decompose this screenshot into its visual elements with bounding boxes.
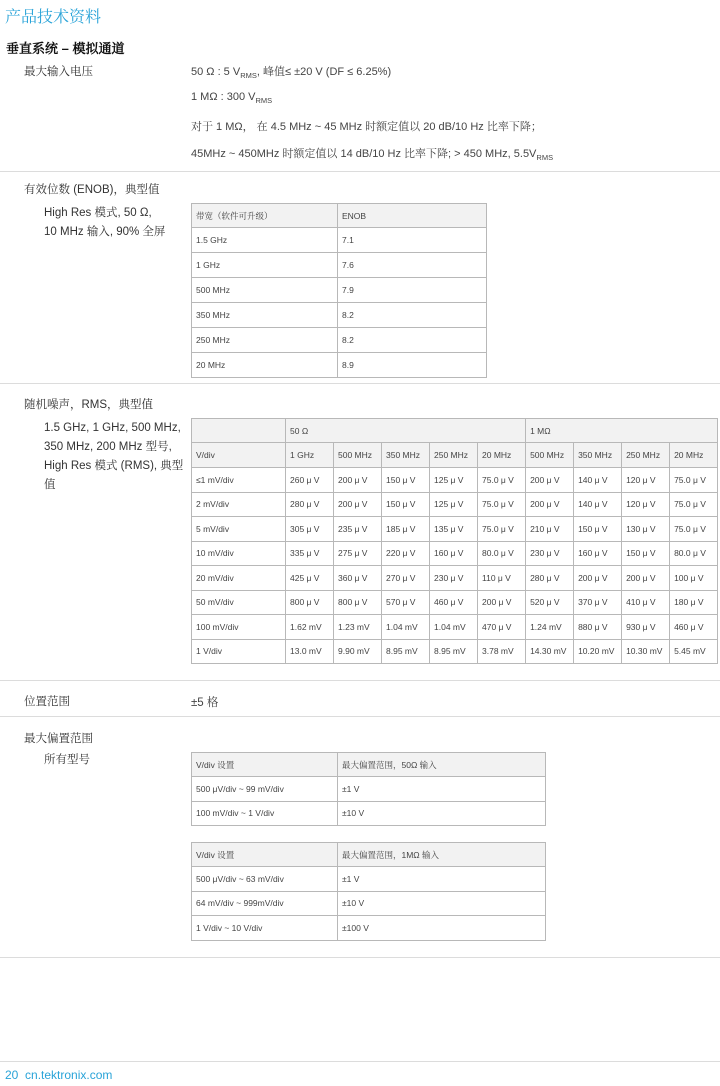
table-header-cell: 250 MHz: [430, 443, 478, 468]
table-cell: ±10 V: [338, 891, 546, 916]
table-cell: 75.0 μ V: [670, 492, 718, 517]
table-group-header-50ohm: 50 Ω: [286, 419, 526, 443]
table-cell: 7.1: [338, 228, 487, 253]
offset-table-1mohm: [191, 842, 546, 941]
noise-table: [191, 418, 718, 664]
table-cell: 130 μ V: [622, 517, 670, 542]
table-row: [192, 916, 546, 941]
table-row: [192, 777, 546, 802]
noise-sub-label-line: High Res 模式 (RMS), 典型: [44, 460, 184, 472]
table-cell: 280 μ V: [286, 492, 334, 517]
table-cell: 150 μ V: [622, 541, 670, 566]
table-row: [192, 867, 546, 892]
table-cell: 1 V/div ~ 10 V/div: [192, 916, 338, 941]
table-cell: 8.95 mV: [430, 639, 478, 664]
table-cell: 150 μ V: [382, 492, 430, 517]
table-row: [192, 590, 718, 615]
table-cell: 10.20 mV: [574, 639, 622, 664]
noise-sub-label: [44, 419, 183, 495]
table-header-cell: V/div 设置: [192, 843, 338, 867]
table-cell: 180 μ V: [670, 590, 718, 615]
table-cell: ±10 V: [338, 801, 546, 826]
table-cell: 100 μ V: [670, 566, 718, 591]
table-row: [192, 492, 718, 517]
table-cell: 100 mV/div ~ 1 V/div: [192, 801, 338, 826]
section-title: 垂直系统 – 模拟通道: [6, 41, 125, 56]
table-cell: 160 μ V: [574, 541, 622, 566]
table-row: [192, 328, 487, 353]
table-group-header-row: [192, 419, 718, 443]
table-header-cell: 500 MHz: [334, 443, 382, 468]
table-cell: ±100 V: [338, 916, 546, 941]
table-cell: 335 μ V: [286, 541, 334, 566]
enob-sub-label-line: High Res 模式, 50 Ω,: [44, 207, 152, 219]
table-cell: 200 μ V: [334, 468, 382, 493]
table-header-row: [192, 753, 546, 777]
table-cell: 1.5 GHz: [192, 228, 338, 253]
table-cell: 75.0 μ V: [670, 517, 718, 542]
table-cell: 500 μV/div ~ 63 mV/div: [192, 867, 338, 892]
divider: [0, 957, 720, 958]
table-cell: 9.90 mV: [334, 639, 382, 664]
table-cell: 125 μ V: [430, 492, 478, 517]
table-cell: 110 μ V: [478, 566, 526, 591]
table-cell: 140 μ V: [574, 468, 622, 493]
page-header-title: 产品技术资料: [5, 9, 102, 26]
table-cell: 410 μ V: [622, 590, 670, 615]
noise-sub-label-line: 值: [44, 479, 56, 491]
table-cell: 210 μ V: [526, 517, 574, 542]
table-cell: 275 μ V: [334, 541, 382, 566]
table-cell: 8.9: [338, 353, 487, 378]
table-cell: 570 μ V: [382, 590, 430, 615]
table-cell: 185 μ V: [382, 517, 430, 542]
table-cell: 8.95 mV: [382, 639, 430, 664]
table-row: [192, 278, 487, 303]
table-row: [192, 253, 487, 278]
noise-sub-label-line: 1.5 GHz, 1 GHz, 500 MHz,: [44, 422, 181, 434]
table-cell: 200 μ V: [526, 468, 574, 493]
table-cell: 75.0 μ V: [478, 517, 526, 542]
table-cell: 305 μ V: [286, 517, 334, 542]
table-cell: 425 μ V: [286, 566, 334, 591]
table-group-header-1mohm: 1 MΩ: [526, 419, 718, 443]
table-cell: 270 μ V: [382, 566, 430, 591]
table-cell: 360 μ V: [334, 566, 382, 591]
table-cell: 5.45 mV: [670, 639, 718, 664]
table-cell: 880 μ V: [574, 615, 622, 640]
table-row: [192, 541, 718, 566]
table-cell: ±1 V: [338, 867, 546, 892]
table-header-cell: 20 MHz: [670, 443, 718, 468]
table-cell: 160 μ V: [430, 541, 478, 566]
table-cell: 1.24 mV: [526, 615, 574, 640]
table-cell: 1 V/div: [192, 639, 286, 664]
table-header-cell: 250 MHz: [622, 443, 670, 468]
table-cell: 800 μ V: [286, 590, 334, 615]
table-cell: ±1 V: [338, 777, 546, 802]
table-cell: 14.30 mV: [526, 639, 574, 664]
divider: [0, 716, 720, 717]
table-cell: 75.0 μ V: [670, 468, 718, 493]
max-input-line-3: 对于 1 MΩ， 在 4.5 MHz ~ 45 MHz 时额定值以 20 dB/10 Hz 比率下降；: [191, 121, 542, 133]
table-header-cell: ENOB: [338, 204, 487, 228]
table-cell: 230 μ V: [430, 566, 478, 591]
table-cell: 200 μ V: [334, 492, 382, 517]
footer-site-link[interactable]: cn.tektronix.com: [25, 1068, 113, 1082]
position-label: 位置范围: [24, 696, 70, 708]
table-cell: 1 GHz: [192, 253, 338, 278]
table-cell: 470 μ V: [478, 615, 526, 640]
max-input-line-4: 45MHz ~ 450MHz 时额定值以 14 dB/10 Hz 比率下降; > 450 MHz, $5.5V_{RMS}$: [191, 148, 554, 163]
table-cell: 7.9: [338, 278, 487, 303]
table-row: [192, 566, 718, 591]
noise-label: 随机噪声，RMS，典型值: [24, 399, 154, 411]
divider: [0, 171, 720, 172]
table-cell: 460 μ V: [670, 615, 718, 640]
table-cell: 50 mV/div: [192, 590, 286, 615]
table-cell: 230 μ V: [526, 541, 574, 566]
divider: [0, 383, 720, 384]
table-cell: 280 μ V: [526, 566, 574, 591]
table-row: [192, 303, 487, 328]
table-cell: 3.78 mV: [478, 639, 526, 664]
table-cell: 8.2: [338, 328, 487, 353]
table-header-row: [192, 204, 487, 228]
position-value: ±5 格: [191, 697, 219, 709]
max-input-label: 最大输入电压: [24, 66, 93, 78]
table-cell: 125 μ V: [430, 468, 478, 493]
table-header-cell: V/div: [192, 443, 286, 468]
table-cell: 350 MHz: [192, 303, 338, 328]
table-row: [192, 353, 487, 378]
table-row: [192, 517, 718, 542]
enob-sub-label-line: 10 MHz 输入, 90% 全屏: [44, 226, 166, 238]
table-cell: 500 μV/div ~ 99 mV/div: [192, 777, 338, 802]
noise-sub-label-line: 350 MHz, 200 MHz 型号,: [44, 441, 172, 453]
table-cell: 220 μ V: [382, 541, 430, 566]
table-cell: 64 mV/div ~ 999mV/div: [192, 891, 338, 916]
table-header-row: [192, 843, 546, 867]
table-cell: 120 μ V: [622, 492, 670, 517]
table-row: [192, 468, 718, 493]
table-cell: 2 mV/div: [192, 492, 286, 517]
table-cell: 260 μ V: [286, 468, 334, 493]
table-header-cell: 最大偏置范围，50Ω 输入: [338, 753, 546, 777]
table-cell: 370 μ V: [574, 590, 622, 615]
table-cell: 10 mV/div: [192, 541, 286, 566]
offset-sub-label: 所有型号: [44, 754, 90, 766]
table-cell: 1.23 mV: [334, 615, 382, 640]
offset-label: 最大偏置范围: [24, 733, 93, 745]
max-input-line-2: 1 MΩ : 300 $V_{RMS}$: [191, 91, 273, 106]
table-cell: 150 μ V: [574, 517, 622, 542]
offset-table-50ohm: [191, 752, 546, 826]
table-header-cell: 1 GHz: [286, 443, 334, 468]
table-header-cell: 350 MHz: [574, 443, 622, 468]
table-cell: 1.04 mV: [430, 615, 478, 640]
table-cell: 80.0 μ V: [478, 541, 526, 566]
table-cell: 460 μ V: [430, 590, 478, 615]
table-cell: ≤1 mV/div: [192, 468, 286, 493]
table-cell: 200 μ V: [574, 566, 622, 591]
table-cell: 1.62 mV: [286, 615, 334, 640]
table-header-cell: V/div 设置: [192, 753, 338, 777]
page-number: 20: [5, 1068, 19, 1082]
table-header-cell: 最大偏置范围，1MΩ 输入: [338, 843, 546, 867]
table-cell: 520 μ V: [526, 590, 574, 615]
footer-divider: [0, 1061, 720, 1062]
table-cell: 13.0 mV: [286, 639, 334, 664]
table-cell: 800 μ V: [334, 590, 382, 615]
table-cell: 235 μ V: [334, 517, 382, 542]
table-cell: 200 μ V: [478, 590, 526, 615]
table-header-cell: 20 MHz: [478, 443, 526, 468]
table-cell: 20 MHz: [192, 353, 338, 378]
divider: [0, 680, 720, 681]
table-header-cell: 350 MHz: [382, 443, 430, 468]
table-cell: 135 μ V: [430, 517, 478, 542]
table-cell: 200 μ V: [526, 492, 574, 517]
footer: [5, 1068, 112, 1082]
table-header-cell: [192, 419, 286, 443]
table-row: [192, 639, 718, 664]
table-cell: 7.6: [338, 253, 487, 278]
table-cell: 80.0 μ V: [670, 541, 718, 566]
table-cell: 8.2: [338, 303, 487, 328]
table-row: [192, 801, 546, 826]
table-cell: 1.04 mV: [382, 615, 430, 640]
table-cell: 75.0 μ V: [478, 492, 526, 517]
table-cell: 150 μ V: [382, 468, 430, 493]
table-row: [192, 891, 546, 916]
table-cell: 10.30 mV: [622, 639, 670, 664]
table-cell: 100 mV/div: [192, 615, 286, 640]
max-input-line-1: 50 Ω : 5 $V_{RMS}$, 峰值≤ ±20 V (DF ≤ 6.25%): [191, 66, 392, 81]
table-cell: 5 mV/div: [192, 517, 286, 542]
table-row: [192, 228, 487, 253]
table-cell: 120 μ V: [622, 468, 670, 493]
table-cell: 930 μ V: [622, 615, 670, 640]
table-cell: 75.0 μ V: [478, 468, 526, 493]
table-cell: 20 mV/div: [192, 566, 286, 591]
enob-sub-label: [44, 204, 165, 242]
table-header-cell: 500 MHz: [526, 443, 574, 468]
enob-table: [191, 203, 487, 378]
table-cell: 500 MHz: [192, 278, 338, 303]
table-row: [192, 615, 718, 640]
table-cell: 200 μ V: [622, 566, 670, 591]
table-header-cell: 带宽（软件可升级）: [192, 204, 338, 228]
table-cell: 140 μ V: [574, 492, 622, 517]
table-cell: 250 MHz: [192, 328, 338, 353]
enob-label: 有效位数 (ENOB)，典型值: [24, 184, 160, 196]
table-header-row: [192, 443, 718, 468]
